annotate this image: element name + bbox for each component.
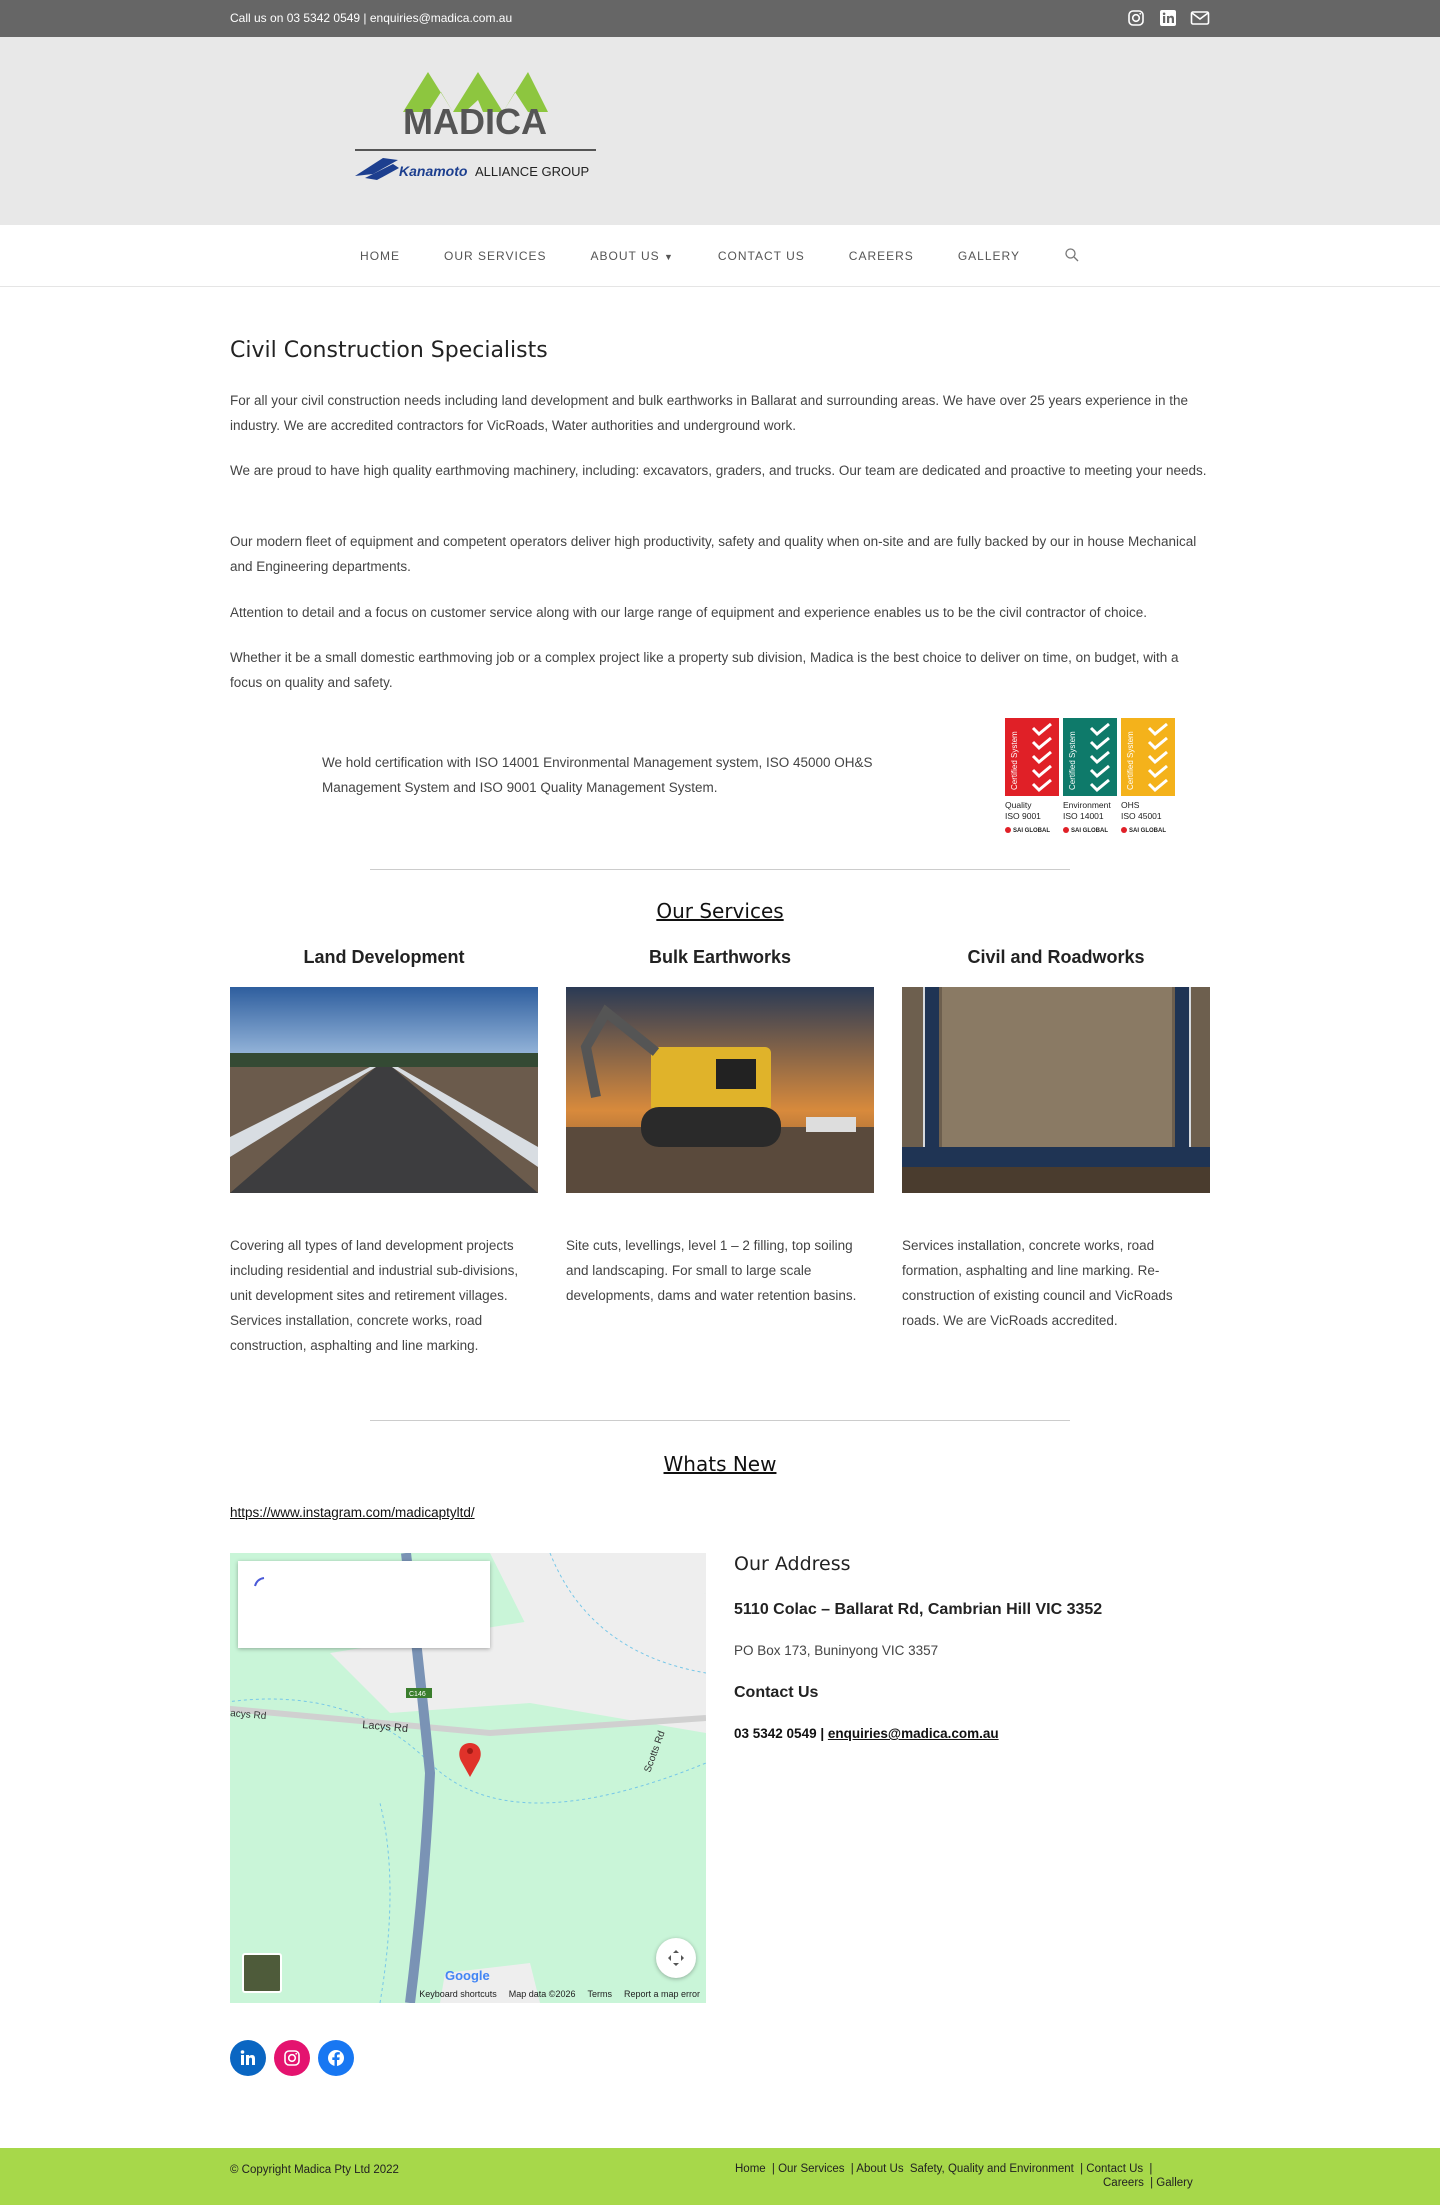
intro-paragraph-2: We are proud to have high quality earthmoving machinery, including: excavators, graders, and trucks. Our team are dedicated and proactive to meeting your needs.: [230, 463, 1207, 478]
map-road-c146: C146: [409, 1691, 426, 1698]
service-bulk-earthworks: [566, 947, 874, 1308]
top-social-icons: [1126, 8, 1210, 28]
nav-our-services[interactable]: OUR SERVICES: [444, 249, 547, 263]
map-info-card: [238, 1561, 490, 1648]
divider: [370, 869, 1070, 870]
svg-text:Certified System: Certified System: [1126, 731, 1135, 790]
site-footer: [0, 2148, 1440, 2205]
main-nav: [0, 225, 1440, 287]
map-data: Map data ©2026: [508, 1989, 576, 1999]
svg-text:SAI GLOBAL: SAI GLOBAL: [1071, 828, 1108, 834]
service-title: Bulk Earthworks: [648, 947, 792, 967]
site-header: [0, 37, 1440, 225]
svg-text:ISO 45001: ISO 45001: [1121, 811, 1162, 821]
linkedin-icon[interactable]: [1158, 8, 1178, 28]
service-description: Covering all types of land development projects including residential and industrial sub-divisions, unit development sites and retirement villages. Services installation, concrete works, road construction, asphalting and line marking.: [230, 1238, 519, 1353]
certification-text: We hold certification with ISO 14001 Environmental Management system, ISO 45000 OH&S Management System and ISO 9001 Quality Management System.: [322, 755, 873, 795]
logo-kanamoto: Kanamoto: [399, 163, 468, 179]
contact-email-link[interactable]: enquiries@madica.com.au: [827, 1726, 999, 1741]
intro-paragraph-5: Whether it be a small domestic earthmoving job or a complex project like a property sub division, Madica is the best choice to deliver on time, on budget, with a focus on quality and safety.: [230, 650, 1179, 690]
chevron-down-icon: ▼: [663, 252, 674, 262]
svg-text:Certified System: Certified System: [1010, 731, 1019, 790]
map-road-label: Lacys Rd: [361, 1719, 409, 1735]
nav-about-us[interactable]: [569, 249, 696, 263]
divider: [370, 1420, 1070, 1421]
copyright: © Copyright Madica Pty Ltd 2022: [230, 2164, 399, 2176]
nav-careers[interactable]: CAREERS: [848, 249, 914, 263]
nav-about-us-label: ABOUT US: [590, 249, 660, 263]
footer-link-home[interactable]: Home: [735, 2163, 766, 2175]
top-contact-text: Call us on 03 5342 0549 | enquiries@madica.com.au: [230, 11, 513, 25]
contact-phone: 03 5342 0549 |: [734, 1726, 825, 1741]
nav-contact-us[interactable]: CONTACT US: [717, 249, 805, 263]
svg-text:Quality: Quality: [1005, 800, 1032, 810]
top-bar: [0, 0, 1440, 37]
svg-text:SAI GLOBAL: SAI GLOBAL: [1013, 828, 1050, 834]
footer-link-safety[interactable]: Safety, Quality and Environment: [909, 2163, 1074, 2175]
svg-text:OHS: OHS: [1121, 800, 1140, 810]
footer-link-services[interactable]: Our Services: [778, 2163, 845, 2175]
footer-link-careers[interactable]: Careers: [1103, 2177, 1144, 2189]
svg-text:Environment: Environment: [1063, 800, 1111, 810]
fullscreen-icon[interactable]: [656, 1938, 696, 1978]
nav-gallery[interactable]: GALLERY: [957, 249, 1020, 263]
civil-roadworks-image[interactable]: [902, 987, 1210, 1193]
whats-new-title: Whats New: [663, 1452, 777, 1476]
map-road-label: Scotts Rd: [642, 1729, 668, 1775]
map-terms[interactable]: Terms: [587, 1989, 612, 1999]
madica-logo[interactable]: [353, 72, 598, 192]
instagram-icon[interactable]: [274, 2040, 310, 2076]
map-road-label: acys Rd: [230, 1708, 267, 1723]
service-title: Civil and Roadworks: [967, 947, 1145, 967]
social-buttons: [230, 2040, 354, 2076]
service-description: Services installation, concrete works, road formation, asphalting and line marking. Re-construction of existing council and VicRoads roads. We are VicRoads accredited.: [902, 1238, 1173, 1328]
map-footer: [419, 1989, 700, 1999]
mail-icon[interactable]: [1190, 8, 1210, 28]
map-keyboard-shortcuts[interactable]: Keyboard shortcuts: [419, 1989, 497, 1999]
certification-badges: [1003, 716, 1175, 838]
service-land-development: [230, 947, 538, 1358]
street-address: 5110 Colac – Ballarat Rd, Cambrian Hill VIC 3352: [734, 1601, 1103, 1618]
svg-text:SAI GLOBAL: SAI GLOBAL: [1129, 828, 1166, 834]
linkedin-icon[interactable]: [230, 2040, 266, 2076]
instagram-icon[interactable]: [1126, 8, 1146, 28]
land-development-image[interactable]: [230, 987, 538, 1193]
search-icon[interactable]: [1042, 247, 1102, 266]
intro-paragraph-1: For all your civil construction needs including land development and bulk earthworks in Ballarat and surrounding areas. We have over 25 years experience in the industry. We are accredited contractors for VicRoads, Water authorities and underground work.: [230, 393, 1189, 433]
logo-alliance: ALLIANCE GROUP: [475, 164, 590, 179]
address-block: [734, 1553, 1210, 1741]
google-logo: Google: [445, 1968, 490, 1983]
service-civil-roadworks: [902, 947, 1210, 1333]
footer-link-about[interactable]: About Us: [856, 2163, 904, 2175]
service-title: Land Development: [303, 947, 465, 967]
svg-text:ISO 14001: ISO 14001: [1063, 811, 1104, 821]
google-map[interactable]: [230, 1553, 706, 2003]
intro-paragraph-3: Our modern fleet of equipment and competent operators deliver high productivity, safety and quality when on-site and are fully backed by our in house Mechanical and Engineering departments.: [230, 534, 1197, 574]
service-description: Site cuts, levellings, level 1 – 2 filling, top soiling and landscaping. For small to large scale developments, dams and water retention basins.: [566, 1238, 857, 1303]
instagram-link[interactable]: https://www.instagram.com/madicaptyltd/: [230, 1505, 475, 1520]
satellite-toggle[interactable]: [242, 1953, 282, 1993]
page-title: Civil Construction Specialists: [230, 338, 548, 363]
svg-text:ISO 9001: ISO 9001: [1005, 811, 1041, 821]
services-title: Our Services: [656, 899, 784, 923]
bulk-earthworks-image[interactable]: [566, 987, 874, 1193]
facebook-icon[interactable]: [318, 2040, 354, 2076]
nav-home[interactable]: HOME: [360, 249, 401, 263]
address-title: Our Address: [734, 1553, 851, 1575]
contact-line: [734, 1726, 1210, 1741]
logo-wordmark: MADICA: [403, 101, 547, 142]
po-box: PO Box 173, Buninyong VIC 3357: [734, 1643, 939, 1658]
intro-paragraph-4: Attention to detail and a focus on customer service along with our large range of equipment and experience enables us to be the civil contractor of choice.: [230, 605, 1148, 620]
map-report-error[interactable]: Report a map error: [623, 1989, 700, 1999]
svg-text:Certified System: Certified System: [1068, 731, 1077, 790]
footer-link-contact[interactable]: Contact Us: [1086, 2163, 1144, 2175]
contact-title: Contact Us: [734, 1684, 819, 1701]
footer-links: Home | Our Services | About Us Safety, Quality and Environment | Contact Us | Careers | Gallery: [735, 2163, 1193, 2189]
footer-link-gallery[interactable]: Gallery: [1156, 2177, 1193, 2189]
